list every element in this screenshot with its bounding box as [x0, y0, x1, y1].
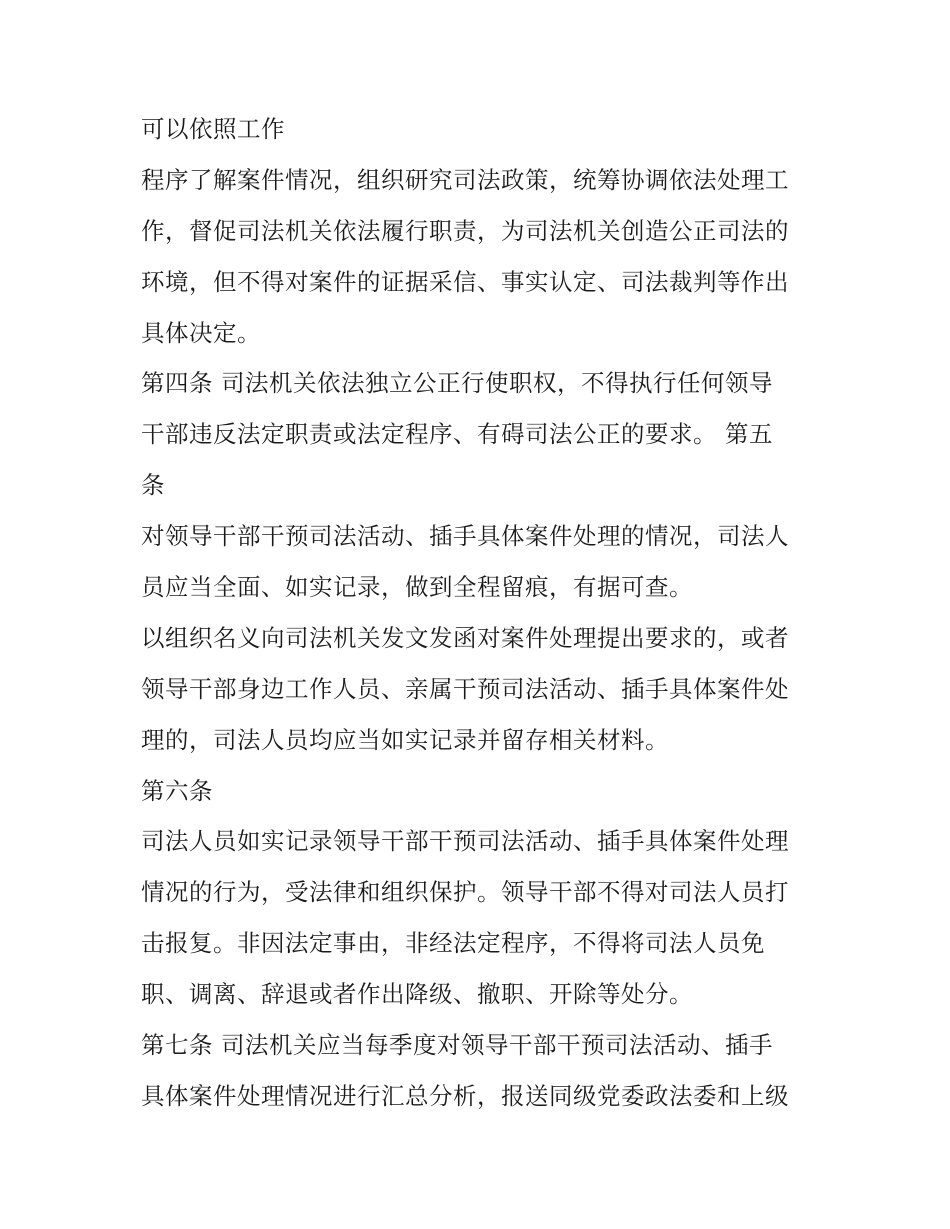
text-line: 条 [141, 471, 165, 500]
text-line: 司法人员如实记录领导干部干预司法活动、插手具体案件处理 [141, 827, 789, 856]
article-6-heading: 第六条 [141, 776, 213, 805]
text-line: 具体案件处理情况进行汇总分析，报送同级党委政法委和上级 [141, 1081, 789, 1110]
text-line: 可以依照工作 [141, 115, 285, 143]
text-line: 以组织名义向司法机关发文发函对案件处理提出要求的，或者 [141, 623, 789, 652]
text-line: 员应当全面、如实记录，做到全程留痕，有据可查。 [141, 573, 693, 602]
text-line: 击报复。非因法定事由，非经法定程序，不得将司法人员免 [141, 929, 765, 958]
text-line: 环境，但不得对案件的证据采信、事实认定、司法裁判等作出 [141, 267, 789, 296]
text-line: 干部违反法定职责或法定程序、有碍司法公正的要求。 第五 [141, 420, 773, 449]
text-line: 职、调离、辞退或者作出降级、撤职、开除等处分。 [141, 980, 693, 1009]
text-line: 作，督促司法机关依法履行职责，为司法机关创造公正司法的 [141, 216, 789, 245]
article-7-line: 第七条 司法机关应当每季度对领导干部干预司法活动、插手 [141, 1031, 773, 1060]
text-line: 理的，司法人员均应当如实记录并留存相关材料。 [141, 725, 669, 754]
text-line: 程序了解案件情况，组织研究司法政策，统筹协调依法处理工 [141, 165, 789, 194]
article-4-line: 第四条 司法机关依法独立公正行使职权，不得执行任何领导 [141, 369, 773, 398]
text-line: 对领导干部干预司法活动、插手具体案件处理的情况，司法人 [141, 522, 789, 551]
text-line: 具体决定。 [141, 318, 261, 347]
text-line: 情况的行为，受法律和组织保护。领导干部不得对司法人员打 [141, 878, 789, 907]
document-body [141, 110, 821, 1128]
text-line: 领导干部身边工作人员、亲属干预司法活动、插手具体案件处 [141, 674, 789, 703]
